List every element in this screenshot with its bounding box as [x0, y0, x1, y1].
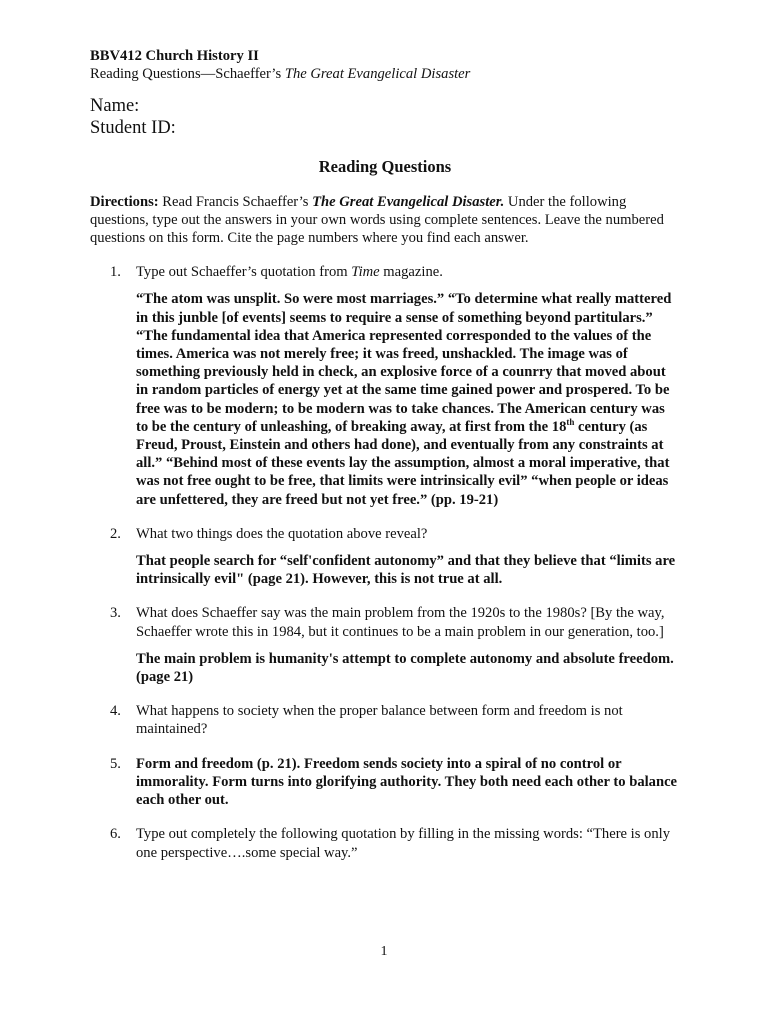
- answer-3: The main problem is humanity's attempt to complete autonomy and absolute freedom. (page 21): [136, 650, 674, 686]
- student-id-label: Student ID:: [90, 118, 176, 139]
- name-label: Name:: [90, 96, 140, 117]
- directions-text-before: Read Francis Schaeffer’s: [158, 193, 313, 210]
- page-title: Reading Questions: [318, 157, 452, 177]
- course-title: BBV412 Church History II: [90, 48, 259, 64]
- question-text: Form and freedom (p. 21). Freedom sends society into a spiral of no control or immorality. Form turns into glorifying authority. They both need each other to balance each other out.: [136, 755, 678, 809]
- document-page: [90, 47, 680, 862]
- question-number: 2.: [110, 525, 121, 542]
- answer-1-part1: “The atom was unsplit. So were most marriages.” “To determine what really mattered in this junble [of events] seems to require a sense of something beyond partitulars.” “The fundamental idea that America represented corresponded to the values of the times. America was not merely free; it was freed, unshackled. The image was of something previously held in check, an explosive force of a counrry that moved about in random particles of energy yet at the same time gained power and prospered. To be free was to be modern; to be modern was to take chances. The American century was to be the century of unleashing, of breaking away, at first from the 18: [136, 291, 672, 435]
- question-6: [90, 825, 680, 861]
- directions: [90, 193, 680, 248]
- subtitle-book: The Great Evangelical Disaster: [284, 66, 471, 83]
- answer-2: That people search for “self'confident autonomy” and that they believe that “limits are intrinsically evil" (page 21). However, this is not true at all.: [136, 553, 676, 588]
- spacer: [90, 739, 680, 755]
- question-1-italic: Time: [351, 264, 380, 281]
- page-number: 1: [380, 944, 388, 959]
- answer-1: [136, 290, 680, 508]
- question-text: What does Schaeffer say was the main problem from the 1920s to the 1980s? [By the way, Schaeffer wrote this in 1984, but it continues to be a main problem in our generation, too.]: [136, 605, 665, 640]
- question-number: 6.: [110, 826, 121, 843]
- question-number: 3.: [110, 605, 121, 622]
- subtitle-prefix: Reading Questions—Schaeffer’s: [90, 66, 285, 83]
- question-number: 5.: [110, 755, 121, 772]
- spacer: [90, 809, 680, 825]
- question-1-text-after: magazine.: [379, 264, 443, 281]
- document-subtitle: [90, 65, 680, 83]
- question-4: [90, 702, 680, 738]
- question-1-text-before: Type out Schaeffer’s quotation from: [136, 264, 352, 281]
- question-1: [90, 263, 680, 281]
- answer-1-part2: century (as Freud, Proust, Einstein and others had done), and eventually from any constraints at all.” “Behind most of these events lay the assumption, almost a moral imperative, that was not free ought to be free, that limits were intrinsically evil” “when people or ideas are unfettered, they are freed but not yet free.” (pp. 19-21): [136, 418, 670, 508]
- question-text: What happens to society when the proper balance between form and freedom is not maintained?: [136, 703, 623, 738]
- question-3: [90, 604, 680, 640]
- student-info: [90, 95, 680, 139]
- answer-1-sup: th: [566, 416, 575, 427]
- question-text: What two things does the quotation above reveal?: [136, 525, 428, 542]
- directions-book: The Great Evangelical Disaster.: [312, 193, 505, 210]
- directions-text-after: Under the following questions, type out the answers in your own words using complete sentences. Leave the numbered questions on this form. Cite the page numbers where you find each answer.: [90, 193, 664, 247]
- question-2: [90, 525, 680, 543]
- question-5: [90, 755, 680, 810]
- directions-label: Directions:: [90, 193, 159, 210]
- question-text: Type out completely the following quotation by filling in the missing words: “There is only one perspective….some special way.”: [136, 826, 671, 861]
- question-number: 1.: [110, 264, 121, 281]
- question-text: [136, 263, 680, 281]
- question-number: 4.: [110, 703, 121, 720]
